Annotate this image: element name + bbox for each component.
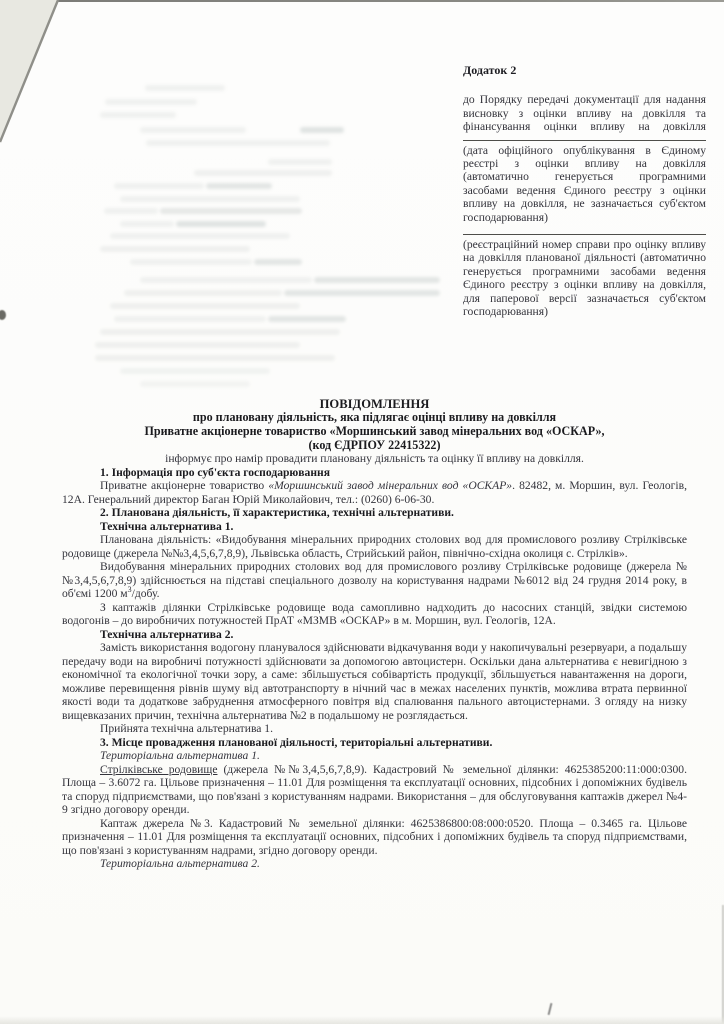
appendix-title: Додаток 2 (463, 63, 517, 77)
bleed-through-line (104, 208, 158, 214)
bleed-through-line (100, 112, 176, 118)
text-segment: /добу. (131, 587, 160, 601)
bleed-through-line (314, 277, 440, 283)
kaptazh-3-paragraph: Каптаж джерела №3. Кадастровий № земельної ділянки: 4625386800:08:000:0520. Площа – 0.3465 га. Цільове призначення – 11.01 Для розміщення та експлуатації основних, підсобних і допоміжних будівель та споруд підприємствами, що пов'язані з користуванням надрами, згідно договору оренди. (62, 816, 687, 857)
bleed-through-line (268, 316, 346, 322)
bleed-through-line (284, 290, 440, 296)
bleed-through-line (130, 259, 252, 265)
bleed-through-line (124, 290, 282, 296)
section-1-paragraph (62, 479, 687, 506)
text-segment: Приватне акціонерне товариство (100, 479, 269, 493)
appendix-caption-date: (дата офіційного опублікування в Єдиному реєстрі з оцінки впливу на довкілля (автоматично генерується програмними засобами ведення Єдиного реєстру з оцінки впливу на довкілля, не зазначається суб'єктом господарювання) (463, 143, 706, 224)
scan-corner-fold-artifact (0, 0, 72, 150)
bleed-through-line (300, 127, 344, 133)
bleed-through-line (145, 85, 225, 91)
bleed-through-line (114, 183, 204, 189)
bleed-through-line (140, 381, 250, 387)
section-3-heading: 3. Місце провадження планованої діяльності, територіальні альтернативи. (100, 735, 493, 749)
bleed-through-line (110, 303, 300, 309)
scan-top-edge-artifact (0, 0, 724, 2)
text-segment: . 82482, м. Моршин, вул. Геологів, 12А. Генеральний директор Баган Юрій Миколайович, тел.: (0260) 6-06-30. (62, 479, 687, 506)
document-title: ПОВІДОМЛЕННЯ (319, 397, 430, 411)
water-supply-paragraph: З каптажів ділянки Стрілківське родовище вода самопливно надходить до насосних станцій, звідки системою водогонів – до виробничих потужностей ПрАТ «МЗМВ «ОСКАР» в м. Моршин, вул. Геологів, 12А. (62, 600, 687, 628)
pen-slash-artifact (548, 1003, 553, 1015)
appendix-caption-registration: (реєстраційний номер справи про оцінку впливу на довкілля планованої діяльності (автоматично генерується програмними засобами ведення Єдиного реєстру з оцінки впливу на довкілля, для паперової версії зазначається суб'єктом господарювання) (463, 238, 706, 319)
bleed-through-line (120, 368, 270, 374)
bleed-through-line (146, 140, 330, 146)
bleed-through-line (100, 329, 340, 335)
bleed-through-line (100, 246, 250, 252)
bleed-through-line (140, 277, 312, 283)
document-body (62, 397, 687, 871)
bleed-through-line (110, 233, 290, 239)
text-segment: Видобування мінеральних природних столових вод для промислового розливу Стрілківське родовище (джерела №№3,4,5,6,7,8,9) здійснюється на підставі спеціального дозволу на користування надрами №6012 від 24 грудня 2014 року, в об'ємі 1200 м (62, 560, 687, 601)
accepted-alternative-paragraph: Прийнята технічна альтернатива 1. (100, 722, 274, 736)
site-name-underlined: Стрілківське родовище (100, 762, 218, 776)
scan-bottom-shadow (0, 1016, 724, 1024)
section-2-heading: 2. Планована діяльність, її характеристика, технічні альтернативи. (100, 506, 454, 520)
bleed-through-line (120, 221, 174, 227)
bleed-through-line (206, 183, 272, 189)
signature-rule (463, 140, 706, 141)
edrpou-code-line: (код ЄДРПОУ 22415322) (308, 437, 441, 452)
company-name-italic: «Моршинський завод мінеральних вод «ОСКАР» (268, 479, 513, 493)
bleed-through-line (114, 316, 266, 322)
bleed-through-line (140, 127, 246, 133)
alternative-2-paragraph: Замість використання водогону планувалося здійснювати відкачування води у накопичувальні резервуари, а подальшу передачу води на виробничі потужності здійснювати за допомогою автоцистерн. Оскільки дана альтернатива є невигідною з економічної та екологічної точки зору, а саме: збільшується собівартість продукції, збільшується навантаження на дороги, можливе перевищення рівнів шуму від автотранспорту в нічний час в межах населених пунктів, можлива втрата первинної якості води та додаткове забруднення атмосферного повітря від спалювання пального автоцистернами. З огляду на низку вищевказаних причин, технічна альтернатива №2 в подальшому не розглядається. (62, 641, 687, 722)
planned-activity-paragraph: Планована діяльність: «Видобування мінеральних природних столових вод для промислового розливу Стрілківське родовище (джерела №№3,4,5,6,7,8,9), Львівська область, Стрийський район, північно-східна околиця с. Стрілків». (62, 533, 687, 560)
company-name-line: Приватне акціонерне товариство «Моршинський завод мінеральних вод «ОСКАР», (144, 423, 605, 438)
document-subtitle: про плановану діяльність, яка підлягає оцінці впливу на довкілля (192, 410, 557, 424)
bleed-through-line (95, 355, 335, 361)
bleed-through-line (176, 221, 266, 227)
bleed-through-line (194, 170, 332, 176)
strilkivske-site-paragraph (62, 763, 687, 817)
text-segment: (джерела №№3,4,5,6,7,8,9). Кадастровий № земельної ділянки: 4625385200:11:000:0300. Площа – 3.6072 га. Цільове призначення – 11.01 Для розміщення та експлуатації основних, підсобних і допоміжних будівель та споруд підприємствами, що пов'язані з користуванням надрами. Використання – для обслуговування каптажів джерел №4-9 згідно договору оренди. (62, 762, 687, 817)
appendix-order-text: до Порядку передачі документації для надання висновку з оцінки впливу на довкілля та фінансування оцінки впливу на довкілля (463, 93, 706, 134)
signature-rule (463, 234, 706, 235)
bleed-through-line (254, 259, 302, 265)
section-1-heading: 1. Інформація про суб'єкта господарювання (100, 465, 330, 479)
extraction-permit-paragraph (62, 560, 687, 601)
territorial-alternative-2-heading: Територіальна альтернатива 2. (100, 857, 260, 871)
ink-spot-artifact (0, 310, 6, 320)
technical-alternative-2-heading: Технічна альтернатива 2. (100, 627, 234, 641)
technical-alternative-1-heading: Технічна альтернатива 1. (100, 519, 234, 533)
bleed-through-line (95, 342, 300, 348)
territorial-alternative-1-heading: Територіальна альтернатива 1. (100, 749, 260, 763)
bleed-through-line (268, 159, 332, 165)
appendix-column (463, 64, 706, 319)
superscript-3: 3 (127, 585, 132, 595)
bleed-through-line (120, 196, 300, 202)
intro-line: інформує про намір провадити плановану діяльність та оцінку її впливу на довкілля. (165, 452, 584, 466)
bleed-through-line (105, 99, 197, 105)
bleed-through-line (160, 208, 302, 214)
